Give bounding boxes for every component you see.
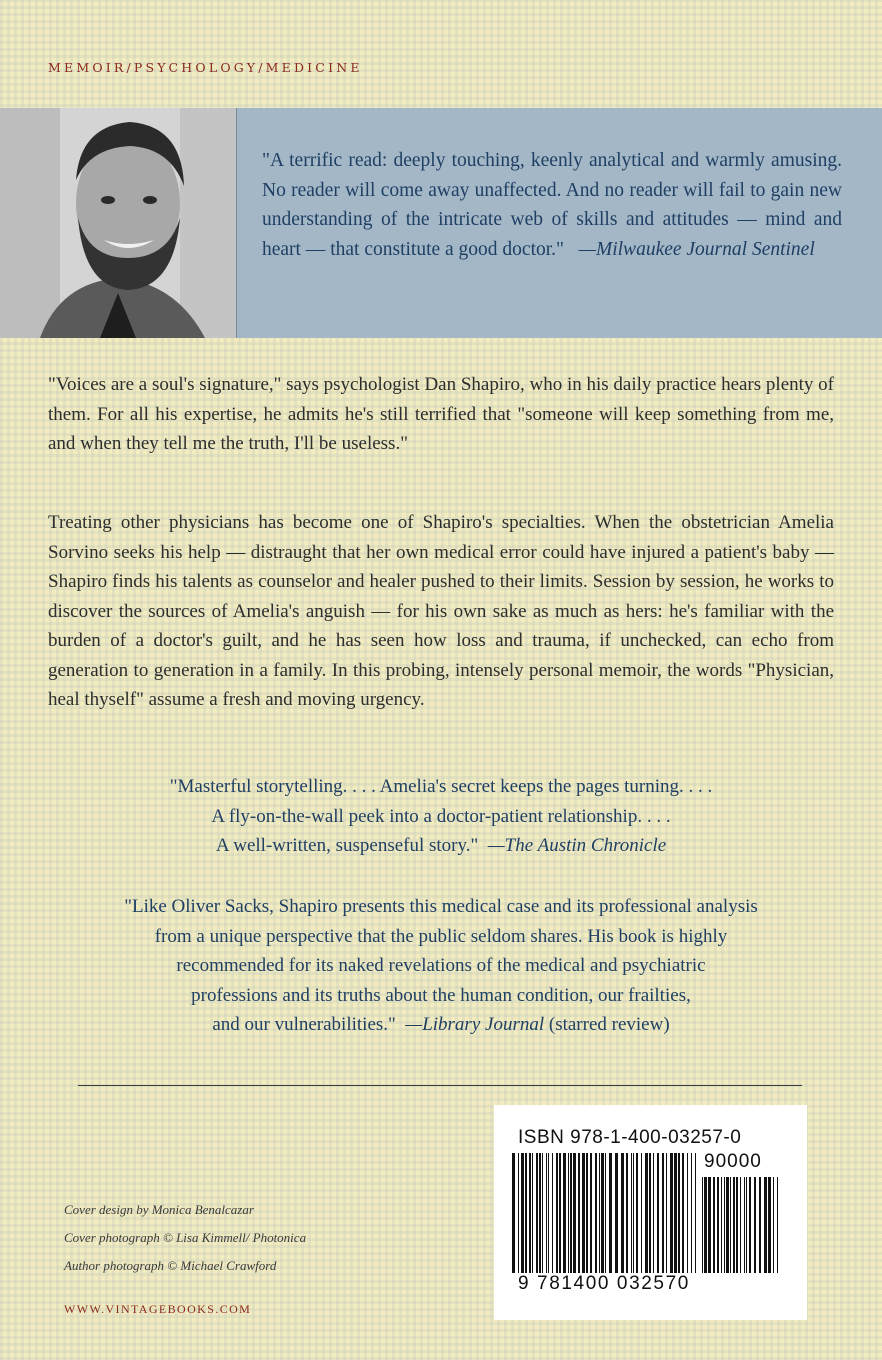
isbn-barcode-icon [512,1153,702,1273]
quote2-line2: A fly-on-the-wall peek into a doctor-patient relationship. . . . [211,805,671,827]
publisher-website: WWW.VINTAGEBOOKS.COM [64,1302,252,1316]
description-paragraph-1: "Voices are a soul's signature," says psychologist Dan Shapiro, who in his daily practice hears plenty of them. For all his expertise, he admits he's still terrified that "someone will keep something from me, and when they tell me the truth, I'll be useless." [48,374,834,454]
credit-cover-photo: Cover photograph © Lisa Kimmell/ Photonica [64,1230,307,1245]
category-label: MEMOIR/PSYCHOLOGY/MEDICINE [48,60,363,75]
quote3-line1: "Like Oliver Sacks, Shapiro presents this medical case and its professional analysis [124,896,758,917]
author-photo [0,108,237,338]
quote2-line1: "Masterful storytelling. . . . Amelia's secret keeps the pages turning. . . . [169,776,713,797]
barcode-box [494,1105,807,1320]
quote3-line5-wrap [48,1010,834,1040]
divider-line [78,1085,802,1086]
top-review-quote [262,146,842,264]
top-quote-source: —Milwaukee Journal Sentinel [578,238,815,260]
credit-cover-design: Cover design by Monica Benalcazar [64,1202,254,1217]
quote3-source: —Library Journal [405,1014,545,1035]
price-code: 90000 [704,1151,762,1172]
quote2-line3-wrap [48,831,834,861]
quote3-line3: recommended for its naked revelations of the medical and psychiatric [176,955,706,976]
credits [64,1196,306,1280]
quote2-line3: A well-written, suspenseful story." [215,835,479,856]
price-barcode-icon [702,1177,782,1273]
quote2-source: —The Austin Chronicle [487,835,667,856]
quote3-line5: and our vulnerabilities." [212,1014,396,1035]
review-quote-library-journal [48,892,834,1040]
quote3-line2: from a unique perspective that the public seldom shares. His book is highly [154,925,728,947]
description-paragraph-2: Treating other physicians has become one of Shapiro's specialties. When the obstetrician Amelia Sorvino seeks his help — distraught that her own medical error could have injured a patient's baby — Shapiro finds his talents as counselor and healer pushed to their limits. Session by session, he works to discover the sources of Amelia's anguish — for his own sake as much as hers: he's familiar with the burden of a doctor's guilt, and he has seen how loss and trauma, if unchecked, can echo from generation to generation in a family. In this probing, intensely personal memoir, the words "Physician, heal thyself" assume a fresh and moving urgency. [48,512,834,710]
review-quote-austin [48,772,834,861]
quote3-line4: professions and its truths about the human condition, our frailties, [191,984,691,1006]
top-quote-text: "A terrific read: deeply touching, keenly analytical and warmly amusing. No reader will come away unaffected. And no reader will fail to gain new understanding of the intricate web of skills and attitudes — mind and heart — that constitute a good doctor." [262,150,842,260]
quote3-note: (starred review) [548,1014,670,1035]
barcode-number: 9 781400 032570 [518,1273,690,1294]
credit-author-photo: Author photograph © Michael Crawford [64,1258,277,1273]
isbn-label: ISBN 978-1-400-03257-0 [518,1127,742,1148]
